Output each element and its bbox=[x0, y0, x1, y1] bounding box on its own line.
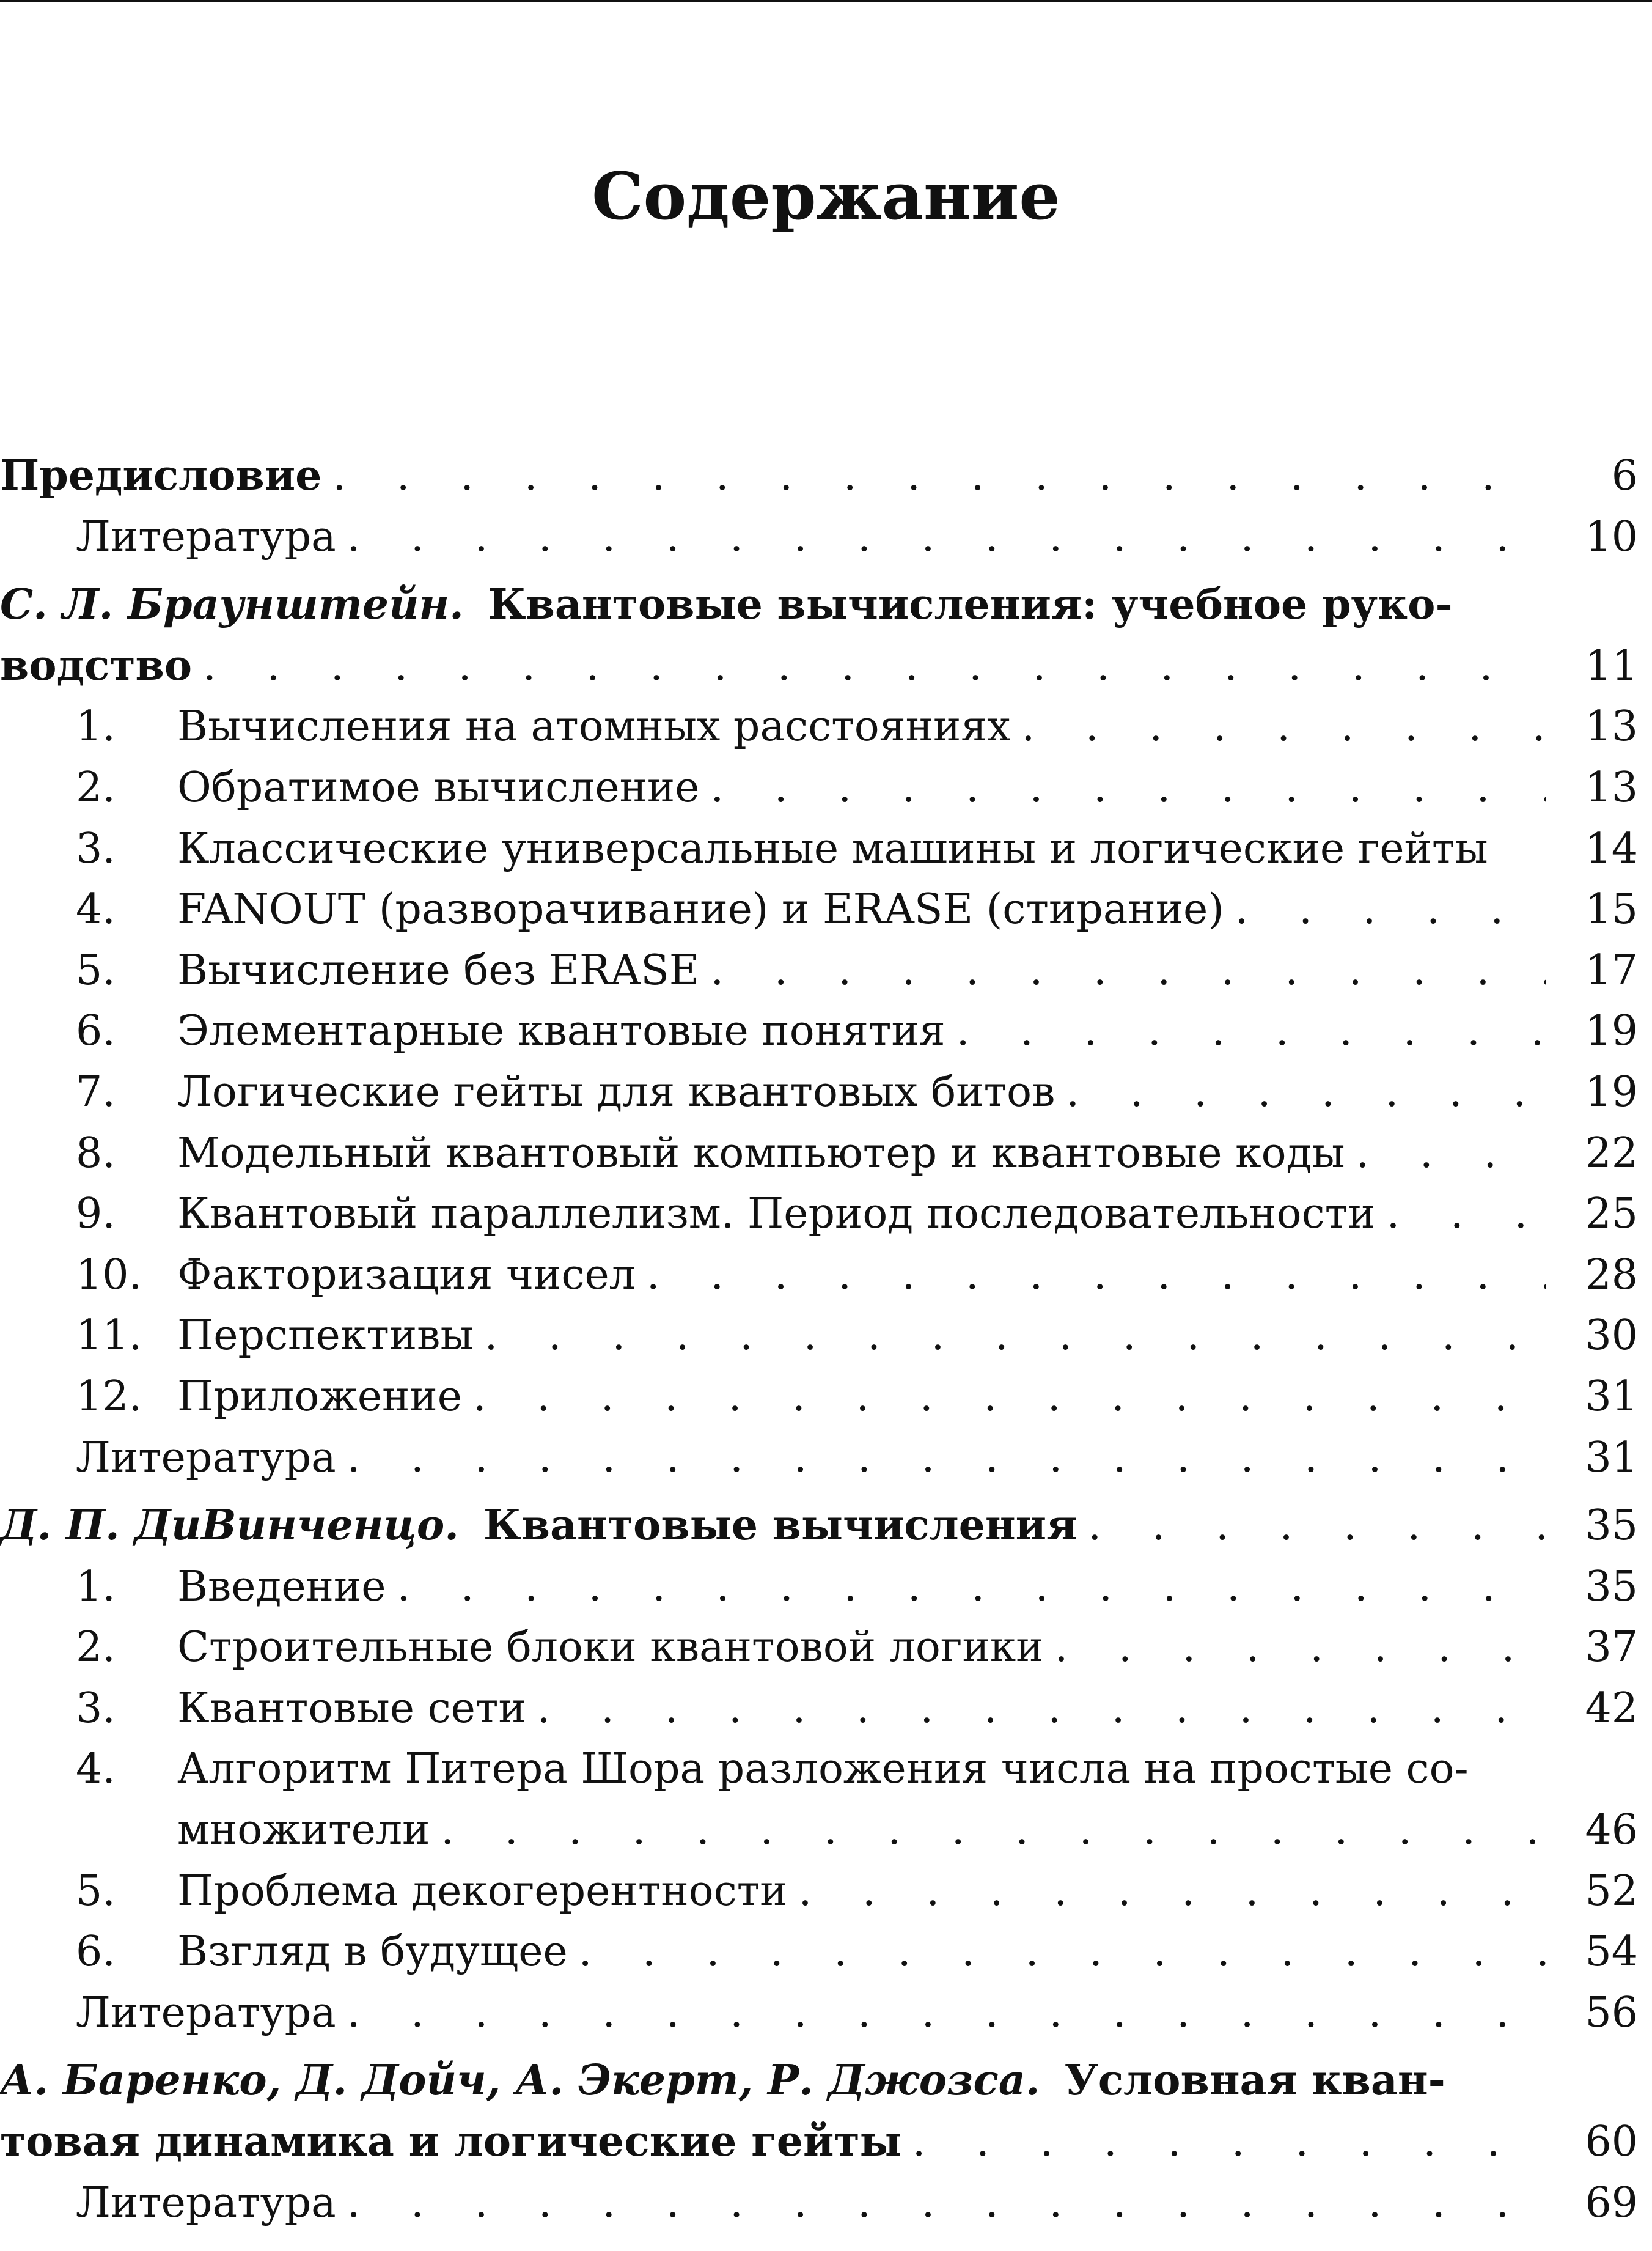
page-number: 37 bbox=[1585, 1623, 1638, 1672]
page-number: 60 bbox=[1585, 2118, 1638, 2167]
entry-title: Вычисления на атомных расстояниях bbox=[177, 702, 1011, 751]
entry-title: Алгоритм Питера Шора разложения числа на простые со- bbox=[177, 1745, 1469, 1794]
entry-title: Взгляд в будущее bbox=[177, 1928, 568, 1977]
toc-entry[interactable] bbox=[0, 1367, 1638, 1428]
leader-dots bbox=[636, 1250, 1546, 1300]
toc-entry[interactable] bbox=[0, 1063, 1638, 1124]
page-number: 15 bbox=[1585, 885, 1638, 934]
toc-entry-literature[interactable] bbox=[0, 1428, 1638, 1489]
entry-number: 7. bbox=[76, 1067, 116, 1116]
entry-title: Литература bbox=[76, 2178, 336, 2227]
entry-title: Квантовые сети bbox=[177, 1684, 526, 1733]
toc-entry[interactable] bbox=[0, 1739, 1638, 1800]
entry-title: Литература bbox=[76, 1988, 336, 2037]
entry-number: 11. bbox=[76, 1311, 142, 1360]
entry-number: 4. bbox=[76, 885, 116, 934]
leader-dots bbox=[474, 1311, 1546, 1361]
leader-dots bbox=[699, 763, 1546, 813]
entry-title: Квантовые вычисления: учебное руко- bbox=[488, 580, 1453, 630]
leader-dots bbox=[336, 1988, 1546, 2038]
leader-dots bbox=[568, 1927, 1546, 1977]
entry-title: Условная кван- bbox=[1064, 2056, 1445, 2105]
toc-entry-chapter-heading[interactable] bbox=[0, 1496, 1638, 1557]
entry-number: 4. bbox=[76, 1745, 116, 1794]
leader-dots bbox=[1077, 1501, 1546, 1551]
toc-entry[interactable] bbox=[0, 1184, 1638, 1245]
page-number: 19 bbox=[1585, 1007, 1638, 1056]
toc-entry-literature[interactable] bbox=[0, 1983, 1638, 2044]
entry-title: Литература bbox=[76, 512, 336, 561]
entry-number: 5. bbox=[76, 1866, 116, 1915]
page-number: 11 bbox=[1585, 641, 1638, 690]
page-number: 30 bbox=[1585, 1311, 1638, 1360]
page-number: 56 bbox=[1585, 1988, 1638, 2037]
page-number: 28 bbox=[1585, 1250, 1638, 1299]
page-number: 69 bbox=[1585, 2178, 1638, 2227]
leader-dots bbox=[462, 1372, 1546, 1422]
entry-number: 3. bbox=[76, 1684, 116, 1733]
toc-entry-preface[interactable] bbox=[0, 446, 1638, 507]
entry-title-cont: водство bbox=[0, 641, 193, 690]
entry-title: Логические гейты для квантовых битов bbox=[177, 1067, 1055, 1116]
page-number: 17 bbox=[1585, 946, 1638, 995]
page-number: 46 bbox=[1585, 1806, 1638, 1855]
entry-author: А. Баренко, Д. Дойч, А. Экерт, Р. Джозса. bbox=[0, 2056, 1040, 2105]
leader-dots bbox=[699, 946, 1546, 996]
leader-dots bbox=[1055, 1067, 1546, 1118]
leader-dots bbox=[1376, 1189, 1546, 1239]
page-number: 13 bbox=[1585, 763, 1638, 812]
toc-entry-cont[interactable] bbox=[0, 1800, 1638, 1862]
leader-dots bbox=[1224, 885, 1546, 935]
toc-entry-chapter-heading-cont[interactable] bbox=[0, 636, 1638, 698]
page-number: 35 bbox=[1585, 1501, 1638, 1550]
entry-title: Обратимое вычисление bbox=[177, 763, 700, 812]
leader-dots bbox=[386, 1562, 1547, 1612]
page-number: 25 bbox=[1585, 1190, 1638, 1239]
entry-number: 8. bbox=[76, 1129, 116, 1177]
page-number: 52 bbox=[1585, 1866, 1638, 1915]
leader-dots bbox=[788, 1866, 1546, 1917]
page-number: 42 bbox=[1585, 1684, 1638, 1733]
toc-entry[interactable] bbox=[0, 1557, 1638, 1618]
leader-dots bbox=[901, 2117, 1546, 2167]
leader-dots bbox=[336, 2178, 1546, 2228]
page-number: 35 bbox=[1585, 1562, 1638, 1611]
toc-entry[interactable] bbox=[0, 1618, 1638, 1679]
entry-number: 6. bbox=[76, 1007, 116, 1056]
toc-entry[interactable] bbox=[0, 1922, 1638, 1983]
toc-entry-chapter-heading-cont[interactable] bbox=[0, 2112, 1638, 2173]
leader-dots bbox=[526, 1684, 1546, 1734]
toc-entry[interactable] bbox=[0, 1001, 1638, 1063]
table-of-contents bbox=[0, 446, 1638, 2234]
toc-entry[interactable] bbox=[0, 1245, 1638, 1306]
page-number: 54 bbox=[1585, 1928, 1638, 1977]
entry-title: Предисловие bbox=[0, 451, 322, 500]
toc-entry[interactable] bbox=[0, 1306, 1638, 1367]
page-number: 31 bbox=[1585, 1433, 1638, 1482]
leader-dots bbox=[1011, 702, 1546, 752]
toc-entry[interactable] bbox=[0, 758, 1638, 819]
entry-title: Квантовый параллелизм. Период последовательности bbox=[177, 1190, 1376, 1239]
entry-title: Вычисление без ERASE bbox=[177, 946, 700, 995]
entry-number: 12. bbox=[76, 1372, 142, 1421]
entry-author: Д. П. ДиВинченцо. bbox=[0, 1501, 459, 1550]
page-number: 22 bbox=[1585, 1129, 1638, 1177]
toc-entry-literature[interactable] bbox=[0, 2173, 1638, 2234]
entry-number: 9. bbox=[76, 1190, 116, 1239]
leader-dots bbox=[192, 641, 1546, 691]
entry-number: 6. bbox=[76, 1928, 116, 1977]
entry-title: Элементарные квантовые понятия bbox=[177, 1007, 945, 1056]
entry-title: Проблема декогерентности bbox=[177, 1866, 788, 1915]
toc-entry-chapter-heading[interactable] bbox=[0, 2051, 1638, 2112]
entry-title: Классические универсальные машины и логические гейты bbox=[177, 824, 1488, 873]
entry-title: Приложение bbox=[177, 1372, 462, 1421]
leader-dots bbox=[430, 1805, 1546, 1855]
toc-entry[interactable] bbox=[0, 697, 1638, 758]
page-number: 6 bbox=[1611, 452, 1638, 500]
entry-number: 2. bbox=[76, 763, 116, 812]
entry-title: Введение bbox=[177, 1562, 386, 1611]
toc-entry[interactable] bbox=[0, 941, 1638, 1002]
leader-dots bbox=[945, 1006, 1546, 1056]
toc-entry-literature[interactable] bbox=[0, 507, 1638, 569]
page-number: 14 bbox=[1585, 824, 1638, 873]
toc-entry-chapter-heading[interactable] bbox=[0, 575, 1638, 636]
toc-entry[interactable] bbox=[0, 1124, 1638, 1185]
page-number: 31 bbox=[1585, 1372, 1638, 1421]
entry-title-cont: множители bbox=[177, 1806, 430, 1855]
toc-entry[interactable] bbox=[0, 1862, 1638, 1923]
page-number: 10 bbox=[1585, 512, 1638, 561]
leader-dots bbox=[1345, 1129, 1546, 1179]
page-title: Содержание bbox=[592, 158, 1060, 234]
entry-title: Строительные блоки квантовой логики bbox=[177, 1623, 1044, 1672]
leader-dots bbox=[321, 451, 1546, 501]
entry-title: Модельный квантовый компьютер и квантовые коды bbox=[177, 1129, 1345, 1177]
entry-number: 1. bbox=[76, 1562, 116, 1611]
toc-entry[interactable] bbox=[0, 880, 1638, 941]
leader-dots bbox=[336, 1433, 1546, 1483]
entry-title: Факторизация чисел bbox=[177, 1250, 636, 1299]
entry-title: Квантовые вычисления bbox=[483, 1501, 1077, 1550]
toc-entry[interactable] bbox=[0, 1679, 1638, 1740]
toc-entry[interactable] bbox=[0, 819, 1638, 880]
entry-number: 1. bbox=[76, 702, 116, 751]
entry-title: Перспективы bbox=[177, 1311, 474, 1360]
entry-number: 2. bbox=[76, 1623, 116, 1672]
entry-title: FANOUT (разворачивание) и ERASE (стирание) bbox=[177, 885, 1224, 934]
top-rule bbox=[0, 0, 1652, 2]
entry-title: Литература bbox=[76, 1433, 336, 1482]
entry-number: 10. bbox=[76, 1250, 142, 1299]
leader-dots bbox=[1044, 1623, 1546, 1673]
entry-title-cont: товая динамика и логические гейты bbox=[0, 2117, 901, 2167]
entry-number: 5. bbox=[76, 946, 116, 995]
entry-number: 3. bbox=[76, 824, 116, 873]
entry-author: С. Л. Браунштейн. bbox=[0, 580, 464, 630]
page-number: 13 bbox=[1585, 702, 1638, 751]
leader-dots bbox=[336, 512, 1546, 562]
page-number: 19 bbox=[1585, 1067, 1638, 1116]
